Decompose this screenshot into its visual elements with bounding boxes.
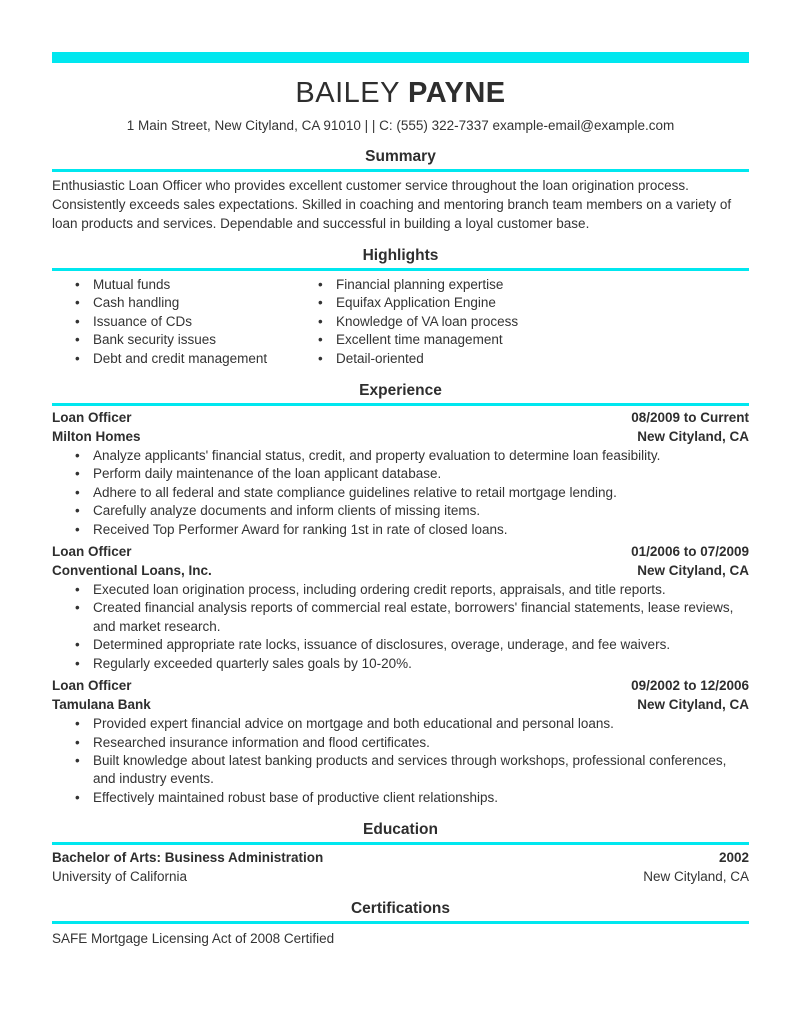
- job-company: Conventional Loans, Inc.: [52, 562, 212, 578]
- education-heading: Education: [363, 821, 438, 839]
- highlight-item: • Detail-oriented: [295, 350, 749, 368]
- job-location: New Cityland, CA: [637, 696, 749, 712]
- candidate-name: [52, 75, 749, 111]
- job-bullet: • Carefully analyze documents and inform clients of missing items.: [52, 502, 749, 520]
- certifications-heading: Certifications: [350, 900, 451, 918]
- candidate-first-name: BAILEY: [295, 77, 400, 109]
- job-role: Loan Officer: [52, 678, 132, 694]
- certification-text: SAFE Mortgage Licensing Act of 2008 Certified: [52, 931, 335, 947]
- highlight-item: • Cash handling: [52, 294, 295, 312]
- job-title-row: [52, 543, 749, 562]
- highlights-column-2: [295, 276, 749, 368]
- experience-entry: [52, 409, 749, 539]
- job-bullet: • Received Top Performer Award for ranking 1st in rate of closed loans.: [52, 521, 749, 539]
- job-location: New Cityland, CA: [637, 428, 749, 444]
- highlights-divider: [52, 268, 749, 271]
- job-title-row: [52, 677, 749, 696]
- contact-line: 1 Main Street, New Cityland, CA 91010 | | C: (555) 322-7337 example-email@example.com: [126, 118, 675, 133]
- education-school-row: [52, 868, 749, 887]
- highlight-item: • Excellent time management: [295, 331, 749, 349]
- job-location: New Cityland, CA: [637, 562, 749, 578]
- summary-divider: [52, 169, 749, 172]
- job-bullet: • Determined appropriate rate locks, issuance of disclosures, overage, underage, and fee waivers.: [52, 636, 749, 654]
- education-divider: [52, 842, 749, 845]
- highlights-column-1: [52, 276, 295, 368]
- highlight-item: • Financial planning expertise: [295, 276, 749, 294]
- summary-heading: Summary: [365, 148, 436, 165]
- highlight-item: • Knowledge of VA loan process: [295, 313, 749, 331]
- job-bullet: • Effectively maintained robust base of productive client relationships.: [52, 789, 749, 807]
- education-year: 2002: [718, 850, 749, 866]
- job-title-row: [52, 409, 749, 428]
- education-degree-row: [52, 849, 749, 868]
- job-bullet: • Built knowledge about latest banking products and services through workshops, professional conferences, and industry events.: [52, 752, 749, 789]
- education-degree: Bachelor of Arts: Business Administration: [52, 850, 324, 866]
- job-bullet-list: [52, 715, 749, 807]
- job-bullet-list: [52, 581, 749, 673]
- highlight-item: • Equifax Application Engine: [295, 294, 749, 312]
- summary-text: Enthusiastic Loan Officer who provides excellent customer service throughout the loan origination process. Consistently exceeds sales expectations. Skilled in coaching and mentoring branch team members on a variety of loan products and services. Dependable and successful in building a loyal customer base.: [52, 178, 732, 231]
- job-bullet: • Regularly exceeded quarterly sales goals by 10-20%.: [52, 655, 749, 673]
- education-entry: [52, 849, 749, 886]
- highlights-list: [52, 276, 749, 368]
- highlight-item: • Mutual funds: [52, 276, 295, 294]
- job-bullet: • Created financial analysis reports of commercial real estate, borrowers' financial statements, lease reviews, and market research.: [52, 599, 749, 636]
- job-dates: 09/2002 to 12/2006: [631, 678, 749, 694]
- highlight-item: • Issuance of CDs: [52, 313, 295, 331]
- job-dates: 01/2006 to 07/2009: [631, 544, 749, 560]
- job-bullet: • Perform daily maintenance of the loan applicant database.: [52, 465, 749, 483]
- experience-entry: [52, 677, 749, 807]
- highlight-item: • Bank security issues: [52, 331, 295, 349]
- job-bullet: • Researched insurance information and flood certificates.: [52, 734, 749, 752]
- job-role: Loan Officer: [52, 544, 132, 560]
- experience-heading: Experience: [359, 382, 442, 400]
- job-bullet: • Adhere to all federal and state compliance guidelines relative to retail mortgage lending.: [52, 484, 749, 502]
- education-school: University of California: [52, 868, 188, 884]
- job-company-row: [52, 562, 749, 581]
- candidate-last-name: PAYNE: [408, 77, 506, 109]
- job-bullet-list: [52, 447, 749, 539]
- job-bullet: • Provided expert financial advice on mortgage and both educational and personal loans.: [52, 715, 749, 733]
- experience-divider: [52, 403, 749, 406]
- education-location: New Cityland, CA: [643, 868, 749, 884]
- highlight-item: • Debt and credit management: [52, 350, 295, 368]
- highlights-heading: Highlights: [362, 247, 439, 264]
- accent-top-bar: [52, 52, 749, 63]
- job-bullet: • Analyze applicants' financial status, credit, and property evaluation to determine loan feasibility.: [52, 447, 749, 465]
- job-company: Tamulana Bank: [52, 696, 151, 712]
- certifications-divider: [52, 921, 749, 924]
- job-company-row: [52, 428, 749, 447]
- job-company-row: [52, 696, 749, 715]
- job-role: Loan Officer: [52, 410, 132, 426]
- experience-entry: [52, 543, 749, 673]
- job-bullet: • Executed loan origination process, including ordering credit reports, appraisals, and title reports.: [52, 581, 749, 599]
- job-dates: 08/2009 to Current: [631, 410, 749, 426]
- job-company: Milton Homes: [52, 428, 141, 444]
